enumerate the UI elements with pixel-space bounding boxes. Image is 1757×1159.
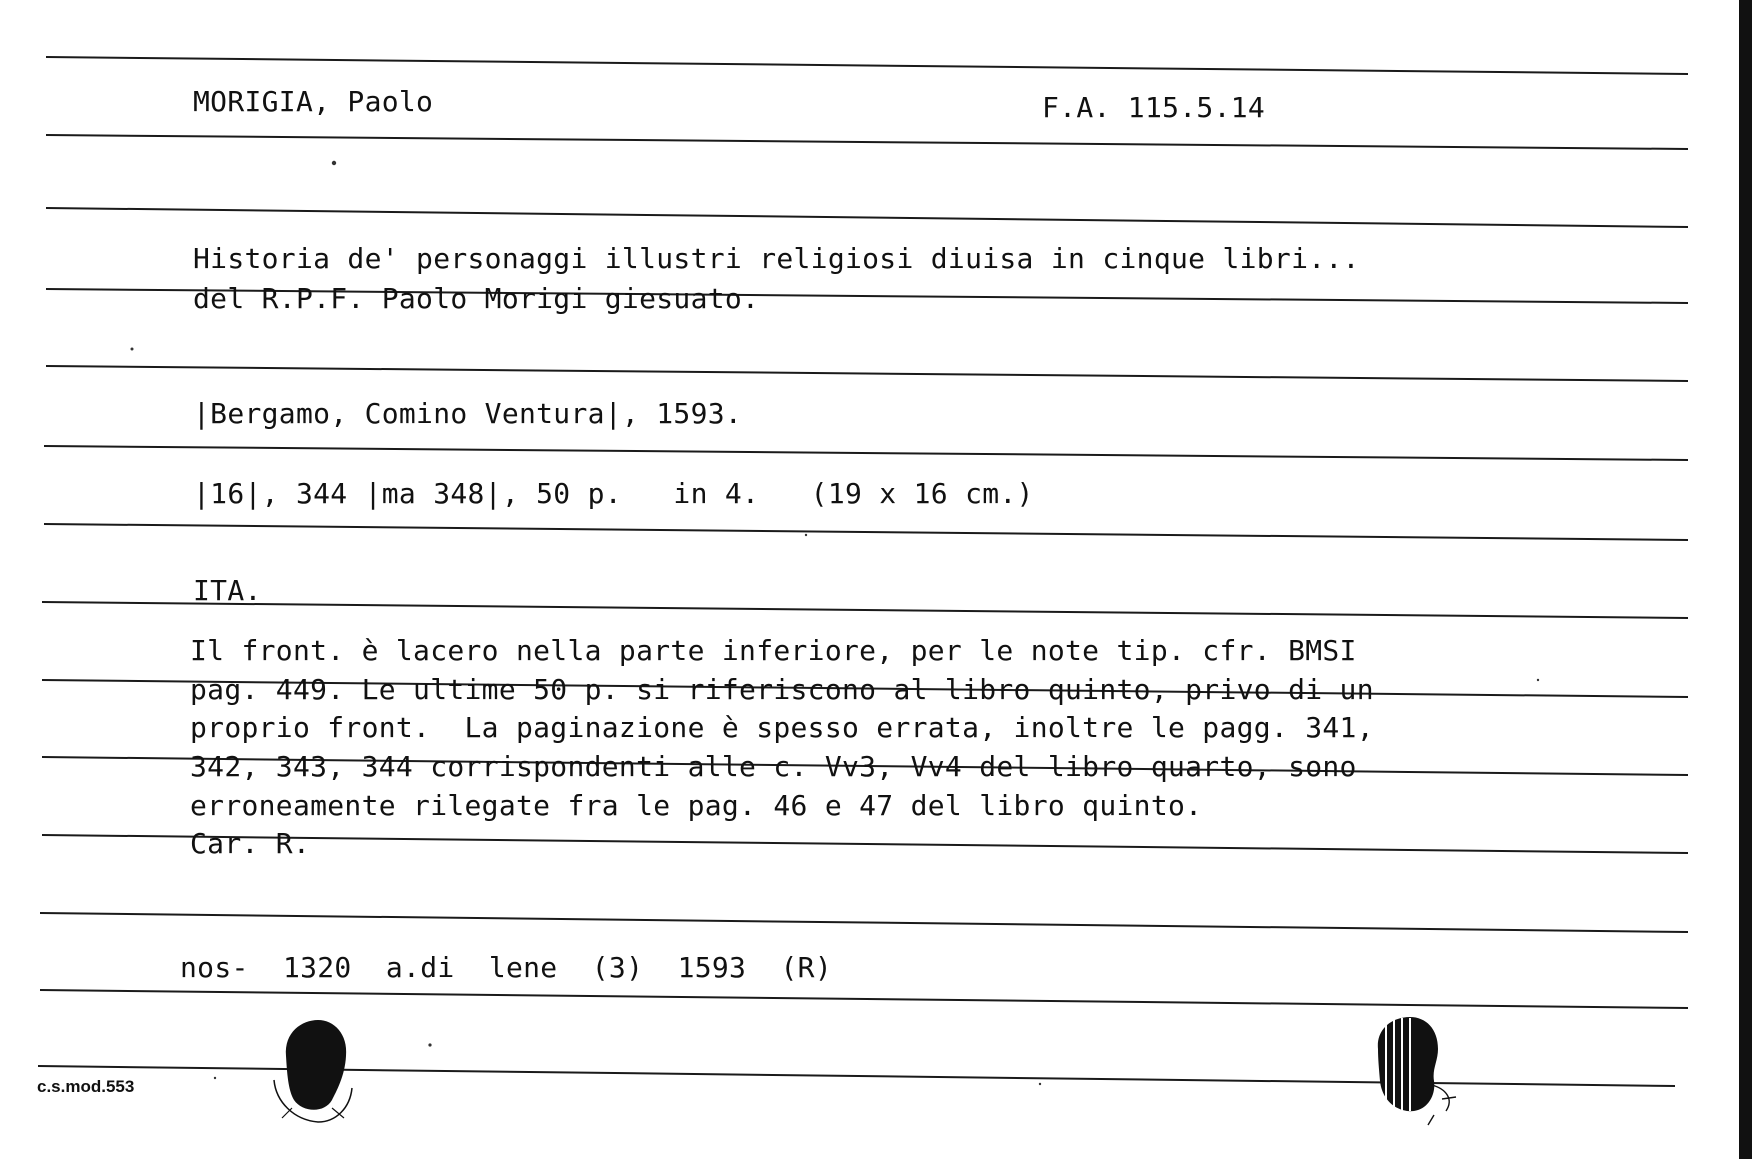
- classification-code-line: nos- 1320 a.di lene (3) 1593 (R): [180, 951, 832, 984]
- title-line: Historia de' personaggi illustri religiosi diuisa in cinque libri...: [193, 242, 1360, 275]
- form-identifier: c.s.mod.553: [37, 1077, 135, 1096]
- rule-line: [44, 524, 1688, 540]
- punch-hole-right: [1372, 1015, 1462, 1127]
- imprint: |Bergamo, Comino Ventura|, 1593.: [193, 397, 743, 430]
- rule-line: [40, 990, 1688, 1008]
- rule-line: [46, 208, 1688, 227]
- rule-line: [46, 57, 1688, 74]
- title-line: del R.P.F. Paolo Morigi giesuato.: [193, 282, 760, 315]
- right-edge-bar: [1739, 0, 1752, 1159]
- rule-line: [46, 366, 1688, 381]
- note-line: erroneamente rilegate fra le pag. 46 e 47 del libro quinto.: [190, 789, 1203, 822]
- shelfmark: F.A. 115.5.14: [1042, 91, 1266, 124]
- note-line: pag. 449. Le ultime 50 p. si riferiscono al libro quinto, privo di un: [190, 673, 1374, 706]
- note-line: proprio front. La paginazione è spesso errata, inoltre le pagg. 341,: [190, 711, 1374, 744]
- note-line: Car. R.: [190, 827, 311, 860]
- rule-line: [46, 135, 1688, 149]
- punch-hole-left: [272, 1018, 362, 1126]
- rule-line: [40, 913, 1688, 932]
- rule-line: [44, 446, 1688, 460]
- collation: |16|, 344 |ma 348|, 50 p. in 4. (19 x 16 cm.): [193, 477, 1034, 510]
- note-line: Il front. è lacero nella parte inferiore, per le note tip. cfr. BMSI: [190, 634, 1357, 667]
- language: ITA.: [193, 574, 262, 607]
- rule-line: [42, 602, 1688, 618]
- author-heading: MORIGIA, Paolo: [193, 85, 434, 118]
- note-line: 342, 343, 344 corrispondenti alle c. Vv3, Vv4 del libro quarto, sono: [190, 750, 1357, 783]
